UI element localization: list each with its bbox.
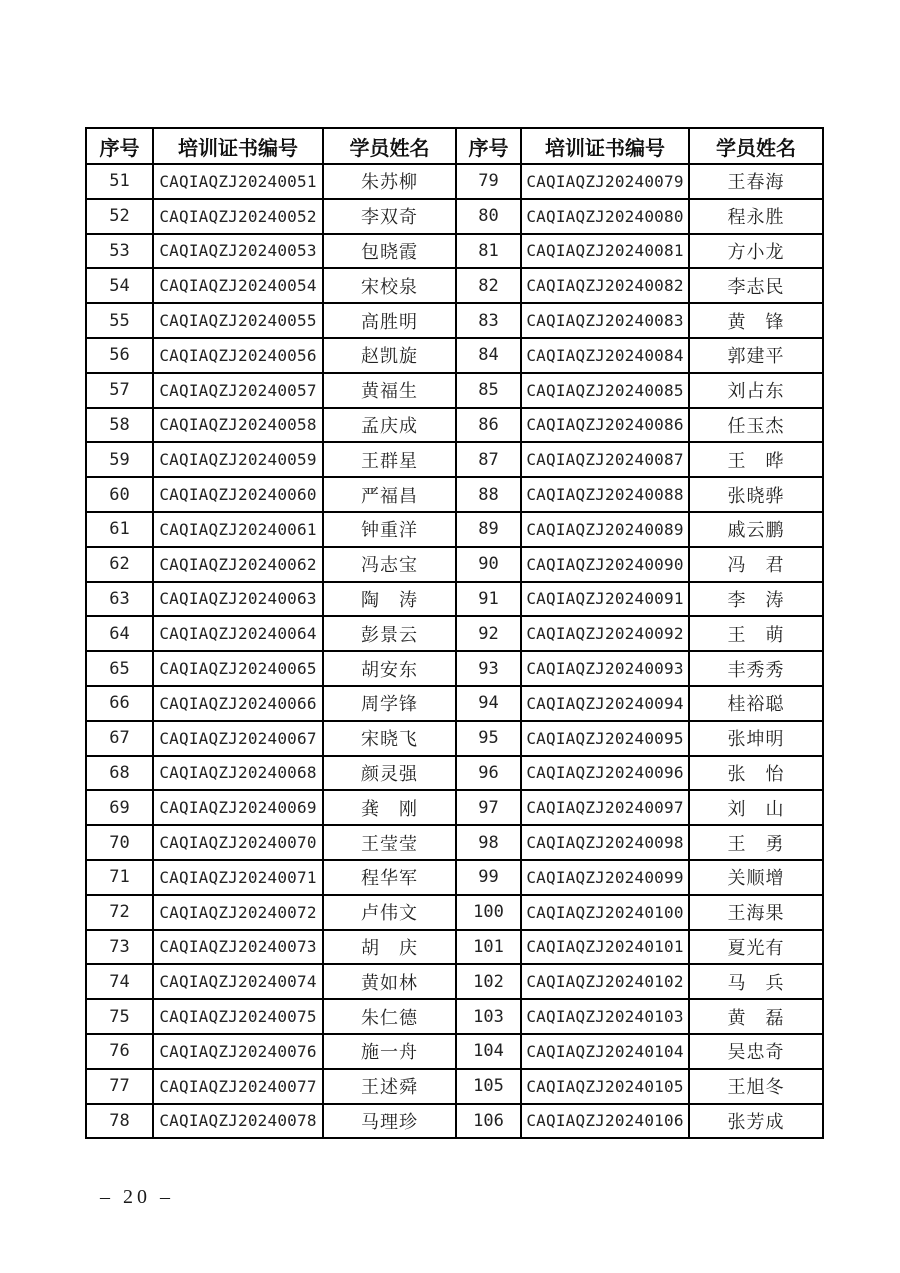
serial-number: 53 (86, 234, 153, 269)
table-row (86, 547, 823, 582)
serial-number: 64 (86, 616, 153, 651)
trainee-name: 吴忠奇 (689, 1034, 823, 1069)
serial-number: 101 (456, 930, 521, 965)
serial-number: 72 (86, 895, 153, 930)
table-row (86, 582, 823, 617)
trainee-name: 任玉杰 (689, 408, 823, 443)
serial-number: 54 (86, 268, 153, 303)
certificate-number: CAQIAQZJ20240076 (153, 1034, 323, 1069)
certificate-number: CAQIAQZJ20240080 (521, 199, 689, 234)
serial-number: 61 (86, 512, 153, 547)
serial-number: 84 (456, 338, 521, 373)
serial-number: 102 (456, 964, 521, 999)
table-row (86, 895, 823, 930)
serial-number: 60 (86, 477, 153, 512)
trainee-name: 冯 君 (689, 547, 823, 582)
serial-number: 69 (86, 790, 153, 825)
serial-number: 103 (456, 999, 521, 1034)
serial-number: 96 (456, 756, 521, 791)
trainee-name: 高胜明 (323, 303, 456, 338)
table-row (86, 512, 823, 547)
certificate-number: CAQIAQZJ20240077 (153, 1069, 323, 1104)
trainee-name: 方小龙 (689, 234, 823, 269)
table-row (86, 268, 823, 303)
serial-number: 90 (456, 547, 521, 582)
table-row (86, 756, 823, 791)
page-number: – 20 – (100, 1186, 174, 1208)
serial-number: 92 (456, 616, 521, 651)
trainee-name: 钟重洋 (323, 512, 456, 547)
table-body (86, 164, 823, 1138)
table-row (86, 651, 823, 686)
certificate-number: CAQIAQZJ20240101 (521, 930, 689, 965)
trainee-name: 包晓霞 (323, 234, 456, 269)
certificate-number: CAQIAQZJ20240064 (153, 616, 323, 651)
trainee-name: 王 晔 (689, 442, 823, 477)
serial-number: 98 (456, 825, 521, 860)
trainee-name: 宋校泉 (323, 268, 456, 303)
column-header: 序号 (456, 128, 521, 164)
serial-number: 70 (86, 825, 153, 860)
table-row (86, 616, 823, 651)
certificate-number: CAQIAQZJ20240106 (521, 1104, 689, 1139)
serial-number: 79 (456, 164, 521, 199)
trainee-name: 李志民 (689, 268, 823, 303)
trainee-name: 王莹莹 (323, 825, 456, 860)
table-header (86, 128, 823, 164)
serial-number: 100 (456, 895, 521, 930)
serial-number: 97 (456, 790, 521, 825)
trainee-name: 王群星 (323, 442, 456, 477)
table-row (86, 199, 823, 234)
table-row (86, 1034, 823, 1069)
trainee-name: 朱仁德 (323, 999, 456, 1034)
trainee-name: 张芳成 (689, 1104, 823, 1139)
trainee-name: 王海果 (689, 895, 823, 930)
serial-number: 99 (456, 860, 521, 895)
trainee-name: 孟庆成 (323, 408, 456, 443)
certificate-number: CAQIAQZJ20240063 (153, 582, 323, 617)
table-row (86, 164, 823, 199)
table-row (86, 1104, 823, 1139)
certificate-number: CAQIAQZJ20240055 (153, 303, 323, 338)
trainee-name: 黄 磊 (689, 999, 823, 1034)
table-row (86, 303, 823, 338)
certificate-number: CAQIAQZJ20240091 (521, 582, 689, 617)
table-row (86, 234, 823, 269)
table-row (86, 721, 823, 756)
serial-number: 67 (86, 721, 153, 756)
certificate-number: CAQIAQZJ20240085 (521, 373, 689, 408)
certificate-number: CAQIAQZJ20240082 (521, 268, 689, 303)
serial-number: 76 (86, 1034, 153, 1069)
certificate-number: CAQIAQZJ20240097 (521, 790, 689, 825)
certificate-number: CAQIAQZJ20240096 (521, 756, 689, 791)
serial-number: 105 (456, 1069, 521, 1104)
certificate-number: CAQIAQZJ20240056 (153, 338, 323, 373)
serial-number: 89 (456, 512, 521, 547)
table-row (86, 825, 823, 860)
trainee-name: 程永胜 (689, 199, 823, 234)
serial-number: 88 (456, 477, 521, 512)
certificate-number: CAQIAQZJ20240054 (153, 268, 323, 303)
certificate-number: CAQIAQZJ20240103 (521, 999, 689, 1034)
trainee-name: 李双奇 (323, 199, 456, 234)
serial-number: 57 (86, 373, 153, 408)
certificate-number: CAQIAQZJ20240083 (521, 303, 689, 338)
serial-number: 62 (86, 547, 153, 582)
serial-number: 106 (456, 1104, 521, 1139)
trainee-name: 张 怡 (689, 756, 823, 791)
serial-number: 75 (86, 999, 153, 1034)
certificate-number: CAQIAQZJ20240073 (153, 930, 323, 965)
serial-number: 77 (86, 1069, 153, 1104)
trainee-name: 关顺增 (689, 860, 823, 895)
certificate-number: CAQIAQZJ20240066 (153, 686, 323, 721)
trainee-name: 卢伟文 (323, 895, 456, 930)
trainee-name: 黄福生 (323, 373, 456, 408)
trainee-name: 施一舟 (323, 1034, 456, 1069)
trainee-name: 马 兵 (689, 964, 823, 999)
trainee-name: 严福昌 (323, 477, 456, 512)
certificate-number: CAQIAQZJ20240052 (153, 199, 323, 234)
certificate-number: CAQIAQZJ20240078 (153, 1104, 323, 1139)
trainee-name: 张晓骅 (689, 477, 823, 512)
trainee-name: 黄如林 (323, 964, 456, 999)
column-header: 学员姓名 (323, 128, 456, 164)
trainee-name: 王春海 (689, 164, 823, 199)
table-row (86, 408, 823, 443)
certificate-number: CAQIAQZJ20240051 (153, 164, 323, 199)
serial-number: 93 (456, 651, 521, 686)
certificate-number: CAQIAQZJ20240070 (153, 825, 323, 860)
serial-number: 52 (86, 199, 153, 234)
trainee-name: 黄 锋 (689, 303, 823, 338)
column-header: 培训证书编号 (521, 128, 689, 164)
trainee-name: 张坤明 (689, 721, 823, 756)
certificate-number: CAQIAQZJ20240090 (521, 547, 689, 582)
certificate-number: CAQIAQZJ20240067 (153, 721, 323, 756)
certificate-number: CAQIAQZJ20240095 (521, 721, 689, 756)
certificate-number: CAQIAQZJ20240062 (153, 547, 323, 582)
certificate-number: CAQIAQZJ20240092 (521, 616, 689, 651)
certificate-number: CAQIAQZJ20240058 (153, 408, 323, 443)
trainee-name: 朱苏柳 (323, 164, 456, 199)
serial-number: 94 (456, 686, 521, 721)
certificate-number: CAQIAQZJ20240072 (153, 895, 323, 930)
serial-number: 85 (456, 373, 521, 408)
table-row (86, 373, 823, 408)
serial-number: 66 (86, 686, 153, 721)
table-row (86, 338, 823, 373)
certificate-number: CAQIAQZJ20240075 (153, 999, 323, 1034)
serial-number: 80 (456, 199, 521, 234)
certificate-number: CAQIAQZJ20240093 (521, 651, 689, 686)
certificate-number: CAQIAQZJ20240087 (521, 442, 689, 477)
trainee-name: 王 萌 (689, 616, 823, 651)
certificate-number: CAQIAQZJ20240071 (153, 860, 323, 895)
certificate-number: CAQIAQZJ20240053 (153, 234, 323, 269)
serial-number: 82 (456, 268, 521, 303)
serial-number: 71 (86, 860, 153, 895)
certificate-number: CAQIAQZJ20240057 (153, 373, 323, 408)
trainee-name: 周学锋 (323, 686, 456, 721)
trainee-name: 龚 刚 (323, 790, 456, 825)
certificate-number: CAQIAQZJ20240065 (153, 651, 323, 686)
header-row (86, 128, 823, 164)
trainee-name: 戚云鹏 (689, 512, 823, 547)
certificate-number: CAQIAQZJ20240089 (521, 512, 689, 547)
certificate-number: CAQIAQZJ20240094 (521, 686, 689, 721)
trainee-name: 胡 庆 (323, 930, 456, 965)
trainee-name: 李 涛 (689, 582, 823, 617)
trainee-name: 刘占东 (689, 373, 823, 408)
trainee-name: 程华军 (323, 860, 456, 895)
certificate-number: CAQIAQZJ20240068 (153, 756, 323, 791)
table-row (86, 686, 823, 721)
certificate-number: CAQIAQZJ20240079 (521, 164, 689, 199)
trainee-name: 马理珍 (323, 1104, 456, 1139)
trainee-name: 颜灵强 (323, 756, 456, 791)
certificate-number: CAQIAQZJ20240104 (521, 1034, 689, 1069)
serial-number: 104 (456, 1034, 521, 1069)
serial-number: 65 (86, 651, 153, 686)
certificate-number: CAQIAQZJ20240099 (521, 860, 689, 895)
trainee-name: 王旭冬 (689, 1069, 823, 1104)
table-row (86, 999, 823, 1034)
trainee-name: 冯志宝 (323, 547, 456, 582)
table-row (86, 477, 823, 512)
column-header: 学员姓名 (689, 128, 823, 164)
certificate-number: CAQIAQZJ20240105 (521, 1069, 689, 1104)
certificate-number: CAQIAQZJ20240074 (153, 964, 323, 999)
certificate-number: CAQIAQZJ20240061 (153, 512, 323, 547)
serial-number: 58 (86, 408, 153, 443)
serial-number: 74 (86, 964, 153, 999)
certificate-number: CAQIAQZJ20240069 (153, 790, 323, 825)
certificate-number: CAQIAQZJ20240088 (521, 477, 689, 512)
serial-number: 91 (456, 582, 521, 617)
trainee-name: 夏光有 (689, 930, 823, 965)
trainee-name: 赵凯旋 (323, 338, 456, 373)
certificate-number: CAQIAQZJ20240086 (521, 408, 689, 443)
serial-number: 73 (86, 930, 153, 965)
certificate-number: CAQIAQZJ20240100 (521, 895, 689, 930)
trainee-name: 丰秀秀 (689, 651, 823, 686)
serial-number: 87 (456, 442, 521, 477)
certificate-number: CAQIAQZJ20240081 (521, 234, 689, 269)
table-row (86, 1069, 823, 1104)
column-header: 序号 (86, 128, 153, 164)
serial-number: 81 (456, 234, 521, 269)
certificate-number: CAQIAQZJ20240098 (521, 825, 689, 860)
certificate-number: CAQIAQZJ20240060 (153, 477, 323, 512)
trainee-name: 桂裕聪 (689, 686, 823, 721)
trainee-name: 胡安东 (323, 651, 456, 686)
certificate-number: CAQIAQZJ20240102 (521, 964, 689, 999)
certificate-number: CAQIAQZJ20240084 (521, 338, 689, 373)
serial-number: 56 (86, 338, 153, 373)
trainee-name: 宋晓飞 (323, 721, 456, 756)
serial-number: 59 (86, 442, 153, 477)
serial-number: 68 (86, 756, 153, 791)
serial-number: 78 (86, 1104, 153, 1139)
serial-number: 55 (86, 303, 153, 338)
serial-number: 51 (86, 164, 153, 199)
trainee-name: 郭建平 (689, 338, 823, 373)
certificate-number: CAQIAQZJ20240059 (153, 442, 323, 477)
table-row (86, 790, 823, 825)
serial-number: 63 (86, 582, 153, 617)
trainee-name: 王述舜 (323, 1069, 456, 1104)
table-row (86, 930, 823, 965)
trainee-name: 彭景云 (323, 616, 456, 651)
trainee-name: 王 勇 (689, 825, 823, 860)
serial-number: 95 (456, 721, 521, 756)
table-row (86, 964, 823, 999)
trainee-certificate-table (85, 127, 824, 1139)
column-header: 培训证书编号 (153, 128, 323, 164)
serial-number: 86 (456, 408, 521, 443)
serial-number: 83 (456, 303, 521, 338)
table-row (86, 442, 823, 477)
table-row (86, 860, 823, 895)
trainee-name: 刘 山 (689, 790, 823, 825)
trainee-name: 陶 涛 (323, 582, 456, 617)
